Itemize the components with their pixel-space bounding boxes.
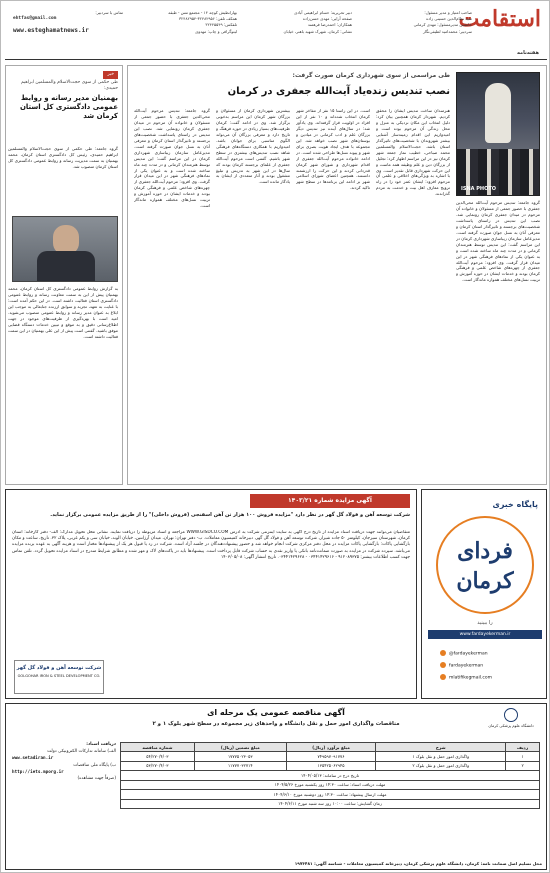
golgohar-logo	[14, 660, 104, 694]
table-header-row	[121, 743, 540, 752]
newspaper-logo: استقامت	[458, 6, 541, 32]
sidebar-headline: بهمنیان مدیر رسانه و روابط عمومی دادگستری کل استان کرمان شد	[19, 94, 118, 120]
feature-headline: نصب تندیس زنده‌یاد آیت‌الله جعفری در کرمان	[227, 85, 450, 97]
email-icon	[440, 674, 446, 680]
farda-social-instagram[interactable]	[440, 650, 530, 658]
table-cell: ۱	[506, 752, 540, 761]
news-tag: خبر	[103, 71, 118, 79]
instagram-icon	[440, 650, 446, 656]
feature-kicker: طی مراسمی از سوی شهرداری کرمان صورت گرفت:	[292, 72, 450, 79]
tender-subtitle: مناقصات واگذاری امور حمل و نقل دانشگاه و واحدهای زیر مجموعه در سطح شهر بلوک ۱ و ۲	[152, 721, 400, 727]
feature-column-c: است. در این راستا ۱۵ نفر از مفاخر شهر کرمان انتخاب شده‌اند و ۱۰ نفر از این افراد در اولویت قرار گرفته‌اند. وی یادآور شد: در سال‌های آینده نیز تندیس دیگر بزرگان علم و ادب کرمانی در میادین و بوستان‌های شهر نصب خواهد شد. این مجموعه با هدف ایجاد هویت بصری برای شهر و پیوند نسل‌ها طراحی شده است. در ادامه خانواده مرحوم آیت‌الله جعفری از اقدام شهرداری و شورای شهر کرمان قدردانی کردند و این حرکت را ارزشمند دانستند. همچنین اعضای شورای اسلامی شهر بر ادامه این برنامه‌ها در سطح شهر تاکید کردند.	[296, 108, 370, 191]
table-row	[121, 790, 540, 799]
masthead-address-column	[122, 10, 237, 35]
table-cell: مهلت ارسال پیشنهاد: ساعت ۱۴:۳۰ روز دوشنبه مورخ ۱۴۰۴/۶/۱۰	[121, 790, 540, 799]
documents-source-b: ب) پایگاه ملی مناقصات	[73, 762, 116, 768]
masthead-line: لیتوگرافی و چاپ: مهدوی	[195, 28, 237, 34]
masthead-line: تلفکس: ۳۲۴۴۵۵۴۹	[205, 22, 237, 28]
sidebar-body-bottom: به گزارش روابط عمومی دادگستری کل استان کرمان، محمد بهمنیان پیش از این به سمت معاونت رسانه و روابط عمومی دادگستری استان فعالیت داشته است. در این حکم آمده است: با عنایت به تعهد، تجربه و سوابق ارزنده جنابعالی به موجب این ابلاغ به عنوان مدیر رسانه و روابط عمومی منصوب می‌شوید. امید است با بهره‌گیری از ظرفیت‌های موجود در جهت اطلاع‌رسانی دقیق و به موقع و تبیین خدمات دستگاه قضایی موفق باشید. گفتنی است پیش از این علی بهمنیان در این سمت فعالیت داشته است.	[8, 286, 118, 339]
contact-email-link[interactable]: ehtfas@gmail.com	[13, 16, 57, 22]
feature-column-b: هنرمندان ساخت تندیس ایشان را محقق کردیم. شهردار کرمان همچنین بیان کرد: دلیل انتخاب این مکان نزدیکی به منزل و محل زندگی آن مرحوم بوده است و امیدواریم این اقدام زمینه‌ساز آشنایی بیشتر شهروندان با شخصیت‌های تاثیرگذار استان باشد. حجت‌الاسلام والمسلمین محمد صباحی، خطیب نماز جمعه شهر کرمان نیز در این مراسم اظهار کرد: تجلیل از بزرگان دین و علم وظیفه همه ماست و این حرکت شهرداری قابل تقدیر است. وی با اشاره به ویژگی‌های اخلاقی و علمی آن مرحوم افزود: ایشان عمر خود را در راه ترویج معارف اهل بیت و خدمت به مردم گذراندند.	[376, 108, 450, 197]
table-cell: واگذاری امور حمل و نقل بلوک ۲	[376, 761, 506, 770]
masthead-line: نشانی: کرمان، شهرک شهید باهنر، خیابان	[283, 28, 352, 34]
official-portrait	[12, 216, 118, 282]
masthead-line: دبیر تحریریه: حسام ابراهیمی آبادی	[294, 10, 352, 15]
auction-banner: آگهی مزایده شماره ۱۴۰۳/۲۱	[250, 494, 410, 508]
masthead-editors-column	[242, 10, 352, 35]
table-cell: مهلت دریافت اسناد: ساعت ۱۴:۳۰ روز یکشنبه مورخ ۱۴۰۴/۵/۲۶	[121, 780, 540, 789]
farda-social-handle: fardayekerman	[449, 663, 484, 669]
table-cell: ۵۴/۲۷۰/۴/۰۳	[121, 752, 195, 761]
tender-table	[120, 742, 540, 809]
sidebar-news	[5, 65, 123, 485]
farda-logo: فردای کرمان	[456, 538, 514, 594]
masthead-line: همکف تلفن: ۳۲۴۸۲۹۵۶-۳۲۴۸۲۹۵۴	[179, 16, 237, 22]
table-cell: ۷۴۹۵۹۷۰۹۱۷۷۶	[286, 752, 375, 761]
feature-column-d: بیشترین شهرداری کرمان از مسئولان و بزرگان شهر کرمان این مراسم به‌خوبی برگزار شد. وی در ادامه گفت: کرمان ظرفیت‌های بسیار زیادی در حوزه فرهنگ و تاریخ دارد و معرفی بزرگان آن می‌تواند الگوی مناسبی برای جوانان باشد. امیدواریم با همکاری دستگاه‌های فرهنگی شاهد نصب تندیس‌های بیشتری در سطح شهر باشیم. گفتنی است مرحوم آیت‌الله جعفری از علمای برجسته کرمان بودند که سال‌ها در این شهر به تدریس و تبلیغ مشغول بودند و آثار متعددی از ایشان به یادگار مانده است.	[216, 108, 290, 185]
documents-source-a: الف) سامانه تدارکات الکترونیکی دولت	[47, 748, 116, 754]
farda-social-telegram[interactable]	[440, 662, 530, 670]
table-row	[121, 761, 540, 770]
table-header: مبلغ تضمین (ریال)	[194, 743, 286, 752]
setadiran-link[interactable]: www.setadiran.ir	[12, 755, 54, 761]
auction-advertisement	[5, 489, 417, 699]
table-header: شرح	[376, 743, 506, 752]
table-header: مبلغ برآورد (ریال)	[286, 743, 375, 752]
tender-title: آگهی مناقصه عمومی یک مرحله ای	[207, 708, 345, 717]
sidebar-body-top: گروه جامعه: طی حکمی از سوی حجت‌الاسلام والمسلمین ابراهیم حمیدی، رئیس کل دادگستری استان کرمان، محمد بهمنیان به سمت مدیریت رسانه و روابط عمومی دادگستری کل استان کرمان منصوب شد.	[8, 146, 118, 169]
masthead-line: سردبیر: محمدامید لطیفی‌نگار	[423, 28, 472, 34]
feature-article	[127, 65, 547, 485]
golgohar-logo-en: GOLGOHAR IRON & STEEL DEVELOPMENT CO.	[17, 673, 101, 678]
table-header: ردیف	[506, 743, 540, 752]
masthead-staff-column	[357, 10, 472, 35]
masthead	[5, 4, 547, 60]
farda-social-handle: @fardayekerman	[449, 651, 488, 657]
farda-website-link[interactable]: www.fardayekerman.ir	[428, 630, 542, 639]
farda-top-label: پایگاه خبری	[492, 500, 538, 509]
photo-credit: ISNA PHOTO	[461, 185, 497, 192]
farda-social-handle: mlatifikegmail.com	[449, 675, 492, 681]
website-link[interactable]: www.esteghamatnews.ir	[13, 27, 89, 35]
golgohar-logo-fa: شرکت توسعه آهن و فولاد گل گهر	[16, 665, 102, 671]
table-cell: واگذاری امور حمل و نقل بلوک ۱	[376, 752, 506, 761]
table-header: شماره مناقصه	[121, 743, 195, 752]
statue-figure	[485, 83, 511, 143]
table-cell: زمان گشایش: ساعت ۱۰:۰۰ روز سه شنبه مورخ ۱۴۰۴/۶/۱۱	[121, 799, 540, 808]
table-row	[121, 780, 540, 789]
telegram-icon	[440, 662, 446, 668]
statue-photo	[456, 72, 540, 196]
table-cell: تاریخ درج در سامانه: ۱۴۰۴/۰۵/۱۳	[121, 771, 540, 780]
masthead-line: صاحب امتیاز و مدیر مسئول:	[424, 10, 472, 15]
iets-link[interactable]: http://iets.mporg.ir	[12, 769, 64, 775]
portrait-body	[37, 251, 95, 282]
documents-note: (صرفاً جهت مشاهده)	[77, 776, 116, 782]
university-name: دانشگاه علوم پزشکی کرمان	[488, 723, 534, 729]
table-row	[121, 752, 540, 761]
farda-subtitle: را ببینید	[477, 620, 493, 626]
tender-footer: محل تسلیم اصل ضمانت نامه: کرمان، دانشگاه علوم پزشکی کرمان، دبیرخانه کمیسیون معاملات - شناسه آگهی: ۱۹۷۳۴۸۱	[294, 860, 542, 866]
auction-heading: شرکت توسعه آهن و فولاد گل گهر در نظر دارد "مزایده فروش ۱۰۰ هزار تن آهن اسفنجی (فروش داخلی)" را از طریق مزایده عمومی برگزار نماید.	[50, 512, 410, 518]
tender-notice	[5, 703, 547, 870]
farda-social-email[interactable]	[440, 674, 530, 682]
sidebar-kicker: طی حکمی از سوی حجت‌الاسلام والمسلمین ابراهیم حمیدی:	[21, 80, 118, 91]
tender-documents-info	[12, 742, 116, 862]
farda-kerman-advertisement	[421, 489, 547, 699]
table-row	[121, 771, 540, 780]
table-cell: ۲	[506, 761, 540, 770]
masthead-line: جانشین مدیرمسئول: مهدی کرمانی	[413, 22, 472, 28]
table-row	[121, 799, 540, 808]
table-cell: ۵۳/۲۷۰/۴/۰۳	[121, 761, 195, 770]
masthead-line: سید نظام‌الدین حسینی زاده	[426, 16, 472, 22]
table-cell: ۱۷۷۷۵۰۲۳۰۵۳	[194, 752, 286, 761]
contact-label: تماس با سردبیر:	[95, 10, 123, 15]
table-cell: ۱۳۵۴۲۵۰۶۲۹۴۵	[286, 761, 375, 770]
masthead-line: بهارانطیش کوچه ۱۴ - مجتمع مس - طبقه	[168, 10, 237, 15]
masthead-line: صفحه آرایی: مهدی حسن‌زاده	[302, 16, 352, 22]
masthead-line: همکاران: احمدرضا فرهمند	[307, 22, 352, 28]
masthead-contact-column	[13, 10, 123, 35]
table-cell: ۱۱۷۷۷۰۳۲۷۱۴	[194, 761, 286, 770]
feature-column-a: گروه جامعه: تندیس مرحوم آیت‌الله محی‌الدین جعفری با حضور جمعی از مسئولان و خانواده آن مرحوم در میدان جعفری کرمان رونمایی شد. نصب این تندیس در راستای پاسداشت شخصیت‌های برجسته و تاثیرگذار استان کرمان و معرفی آنان به نسل جوان صورت گرفته است. مدیرعامل سازمان زیباسازی شهرداری کرمان در این مراسم گفت: این تندیس توسط هنرمندان کرمانی و در مدت چند ماه ساخته شده است و به عنوان یکی از نمادهای فرهنگی شهر در این میدان قرار گرفت. وی افزود: مرحوم آیت‌الله جعفری از چهره‌های شاخص علمی و فرهنگی کرمان بودند و خدمات ایشان در حوزه آموزش و تربیت نسل‌های مختلف همواره ماندگار است.	[456, 200, 540, 283]
documents-label: دریافت اسناد:	[86, 742, 116, 747]
feature-column-e: گروه جامعه: تندیس مرحوم آیت‌الله محی‌الدین جعفری با حضور جمعی از مسئولان و خانواده آن مرحوم در میدان جعفری کرمان رونمایی شد. نصب این تندیس در راستای پاسداشت شخصیت‌های برجسته و تاثیرگذار استان کرمان و معرفی آنان به نسل جوان صورت گرفته است. مدیرعامل سازمان زیباسازی شهرداری کرمان در این مراسم گفت: این تندیس توسط هنرمندان کرمانی و در مدت چند ماه ساخته شده است و به عنوان یکی از نمادهای فرهنگی شهر در این میدان قرار گرفت. وی افزود: مرحوم آیت‌الله جعفری از چهره‌های شاخص علمی و فرهنگی کرمان بودند و خدمات ایشان در حوزه آموزش و تربیت نسل‌های مختلف همواره ماندگار است.	[134, 108, 210, 209]
auction-body: متقاضیان می‌توانند جهت دریافت اسناد مزایده از تاریخ درج آگهی به سایت اینترنتی شرکت به آدرس WWW.GISDCO.COM مراجعه و اسناد مربوطه را دریافت نمایند. نشانی محل تحویل مدارک: الف- دفتر کارخانه: استان کرمان، شهرستان سیرجان، کیلومتر ۵۰ جاده شیراز، شرکت توسعه آهن و فولاد گل گهر، دبیرخانه کمیسیون معاملات. ب- دفتر تهران: تهران، میدان آرژانتین، خیابان الوند، خیابان سی و یکم غربی، پلاک ۳۲. تاریخ، ساعت و مکان بازگشایی پاکات: بازگشایی پاکات مزایده در محل دفتر مرکزی شرکت انجام خواهد شد و حضور پیشنهاددهندگان در جلسه آزاد است. شرکت در رد یا قبول هر یک از پیشنهادها مختار است و هزینه آگهی به عهده برنده مزایده می‌باشد. سپرده شرکت در مزایده به صورت ضمانت‌نامه بانکی یا واریز نقدی به حساب شرکت قابل پرداخت است. پیشنهادها باید در پاکت‌های لاک و مهر شده و مطابق شرایط مندرج در اسناد مزایده تحویل گردد. تلفن تماس جهت کسب اطلاعات بیشتر: ۹۱۲۰۸۹۳۷۵ - ۰۳۴۴۱۴۲۹۶۱۶ - ۰۳۴۴۱۴۲۹۶۲۸. تاریخ انتشار آگهی: ۱۴۰۳/۰۵/۰۸	[12, 530, 410, 560]
logo-subtitle: هفته‌نامه	[516, 50, 539, 56]
